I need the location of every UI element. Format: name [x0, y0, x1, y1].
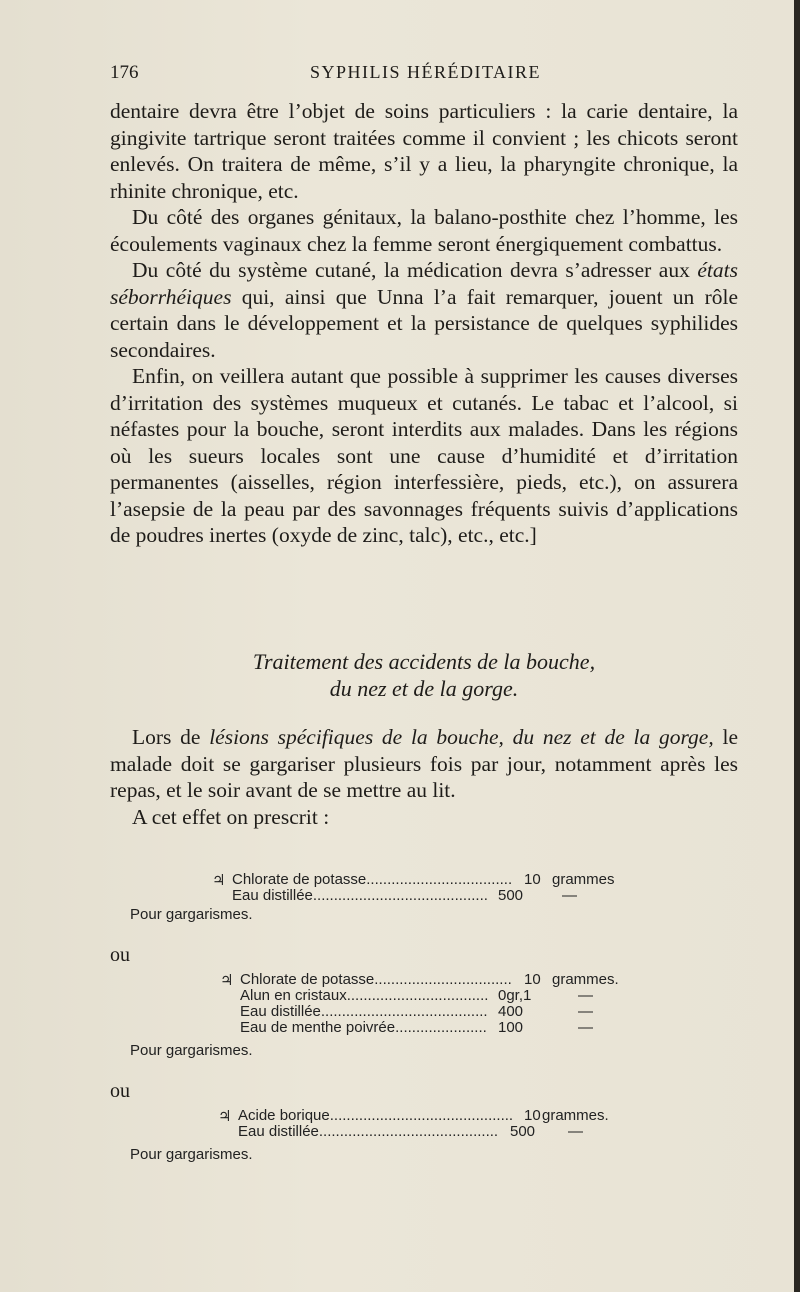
paragraph: Enfin, on veillera autant que possible à supprimer les causes diverses d’irritation des systèmes muqueux et cutanés. Le tabac et l’alcool, si néfastes pour la bouche, seront interdits aux malades. Dans les régions où les sueurs locales sont une cause d’humidité et d’irritation permanentes (aisselles, région interfessière, pieds, etc.), on assurera l’asepsie de la peau par des savonnages fréquents suivis d’applications de poudres inertes (oxyde de zinc, talc), etc., etc.] — [110, 364, 738, 547]
quantity: 10 — [524, 871, 541, 888]
unit: — — [562, 887, 577, 904]
unit: — — [578, 1019, 593, 1036]
unit: grammes. — [552, 971, 619, 988]
text-run: Du côté du système cutané, la médication devra s’adresser aux — [132, 258, 698, 282]
prescription-row — [232, 872, 632, 888]
section-heading — [110, 648, 738, 702]
ingredient-name: Alun en cristaux.................................. — [240, 987, 489, 1004]
ingredient-name: Eau distillée........................................ — [240, 1003, 488, 1020]
ingredient-name: Chlorate de potasse................................. — [240, 971, 512, 988]
quantity: 10 — [524, 1107, 541, 1124]
prescription — [218, 1107, 638, 1140]
quantity: 500 — [498, 887, 524, 904]
section-body — [110, 724, 738, 830]
ingredient-name: Eau distillée.......................................... — [232, 887, 488, 904]
recipe-symbol: ♃ — [212, 871, 226, 889]
text-run: Lors de — [132, 725, 210, 749]
unit: — — [578, 1003, 593, 1020]
paragraph — [110, 257, 738, 363]
text-run: qui, ainsi que Unna l’a fait remarquer, jouent un rôle certain dans le développement et la persistance de quelques syphilides secondaires. — [110, 284, 738, 362]
quantity: 0gr,1 — [498, 987, 532, 1004]
italic-term: lésions spécifiques de la bouche, du nez et de la gorge, — [209, 725, 714, 749]
text-run: le malade doit se gargariser plusieurs fois par jour, notamment après les repas, et le soir avant de se mettre au lit. — [110, 725, 738, 802]
unit: — — [568, 1123, 583, 1140]
page-header — [110, 60, 738, 88]
section-heading-line: du nez et de la gorge. — [329, 676, 519, 701]
unit: — — [578, 987, 593, 1004]
prescription — [212, 871, 632, 904]
unit: grammes. — [542, 1107, 609, 1124]
paragraph — [110, 724, 738, 804]
unit: grammes — [552, 871, 615, 888]
ingredient-name: Eau de menthe poivrée...................... — [240, 1019, 487, 1036]
quantity: 100 — [498, 1019, 524, 1036]
quantity: 400 — [498, 1003, 524, 1020]
section-heading-line: Traitement des accidents de la bouche, — [252, 649, 596, 674]
paragraph: dentaire devra être l’objet de soins particuliers : la carie dentaire, la gingivite tartrique seront traitées comme il convient ; les chicots seront enlevés. On traitera de même, s’il y a lieu, la pharyngite chronique, la rhinite chronique, etc. — [110, 99, 738, 203]
paragraph: Du côté des organes génitaux, la balano-posthite chez l’homme, les écoulements vaginaux chez la femme seront énergiquement combattus. — [110, 205, 738, 256]
paragraph: A cet effet on prescrit : — [132, 804, 330, 829]
usage-note: Pour gargarismes. — [130, 1042, 253, 1059]
ingredient-name: Chlorate de potasse................................... — [232, 871, 513, 888]
prescription-row — [238, 1124, 638, 1140]
page-number: 176 — [110, 62, 139, 83]
page-edge — [794, 0, 800, 1292]
prescription-row — [240, 988, 640, 1004]
quantity: 10 — [524, 971, 541, 988]
prescription-row — [240, 1020, 640, 1036]
prescription-row — [240, 972, 640, 988]
prescription-row — [232, 888, 632, 904]
prescription-row — [240, 1004, 640, 1020]
prescription — [220, 971, 640, 1036]
running-title: SYPHILIS HÉRÉDITAIRE — [310, 62, 542, 82]
recipe-symbol: ♃ — [218, 1107, 232, 1125]
recipe-symbol: ♃ — [220, 971, 234, 989]
body-text — [110, 98, 738, 549]
quantity: 500 — [510, 1123, 536, 1140]
separator-word: ou — [110, 944, 130, 966]
usage-note: Pour gargarismes. — [130, 1146, 253, 1163]
ingredient-name: Acide borique............................................ — [238, 1107, 514, 1124]
separator-word: ou — [110, 1080, 130, 1102]
italic-term: états séborrhéiques — [110, 258, 738, 309]
ingredient-name: Eau distillée........................................... — [238, 1123, 499, 1140]
usage-note: Pour gargarismes. — [130, 906, 253, 923]
prescription-row — [238, 1108, 638, 1124]
